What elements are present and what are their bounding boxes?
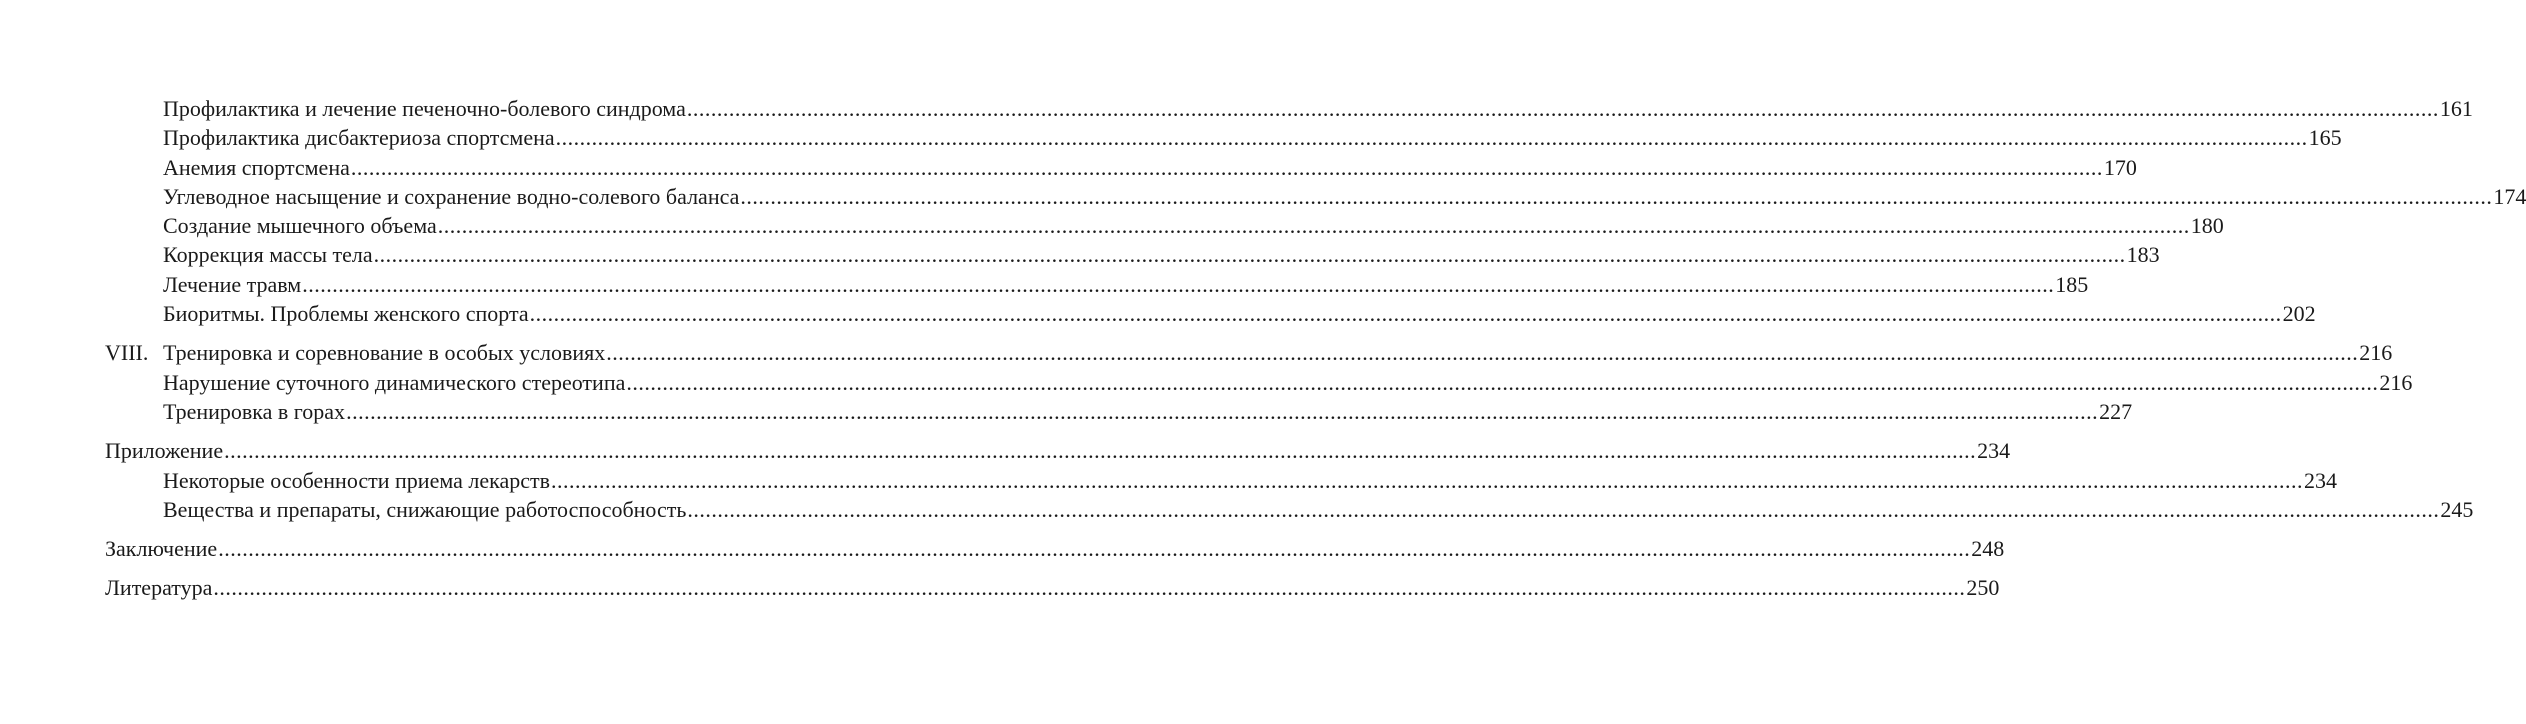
dot-leader	[530, 299, 2282, 328]
section-page: 250	[1966, 575, 2000, 601]
toc-entry-page: 216	[2379, 369, 2413, 395]
toc-entry-page: 245	[2440, 496, 2474, 522]
dot-leader	[606, 338, 2358, 367]
toc-entry-title: Профилактика дисбактериоза спортсмена	[163, 125, 555, 151]
toc-entry[interactable]	[105, 211, 2224, 240]
toc-entry[interactable]	[105, 466, 2338, 495]
toc-entry-title: Вещества и препараты, снижающие работоспособность	[163, 496, 687, 522]
section-title: Заключение	[105, 536, 218, 562]
dot-leader	[213, 573, 1965, 602]
toc-section-entry[interactable]	[105, 573, 2000, 602]
toc-entry-title: Углеводное насыщение и сохранение водно-солевого баланса	[163, 183, 740, 209]
toc-group-sport-problems	[105, 94, 2526, 328]
dot-leader	[224, 436, 1976, 465]
toc-entry-page: 161	[2439, 96, 2473, 121]
toc-entry[interactable]	[105, 495, 2474, 524]
toc-entry-page: 234	[2304, 467, 2338, 493]
section-title: Литература	[105, 575, 213, 601]
toc-entry-title: Профилактика и лечение печеночно-болевого синдрома	[163, 96, 686, 121]
chapter-page: 216	[2359, 340, 2393, 366]
toc-entry-page: 174	[2493, 183, 2526, 209]
dot-leader	[740, 182, 2492, 211]
toc-group-chapter-8	[105, 338, 2413, 426]
toc-group-conclusion	[105, 534, 2005, 563]
section-title: Приложение	[105, 438, 224, 464]
dot-leader	[346, 397, 2098, 426]
section-page: 248	[1971, 536, 2005, 562]
toc-section-entry[interactable]	[105, 436, 2011, 465]
toc-group-appendix	[105, 436, 2474, 524]
toc-entry-page: 165	[2308, 125, 2342, 151]
toc-entry-page: 170	[2103, 154, 2137, 180]
toc-entry[interactable]	[105, 153, 2137, 182]
toc-entry-page: 180	[2190, 213, 2224, 239]
toc-entry-title: Создание мышечного объема	[163, 213, 437, 239]
dot-leader	[351, 153, 2103, 182]
toc-entry-title: Биоритмы. Проблемы женского спорта	[163, 301, 529, 327]
toc-entry[interactable]	[105, 182, 2526, 211]
toc-entry[interactable]	[105, 123, 2342, 152]
dot-leader	[218, 534, 1970, 563]
section-page: 234	[1977, 438, 2011, 464]
toc-entry-title: Лечение травм	[163, 271, 302, 297]
toc-entry[interactable]	[105, 94, 2473, 123]
toc-entry-title: Коррекция массы тела	[163, 242, 373, 268]
chapter-title: Тренировка и соревнование в особых условиях	[163, 340, 606, 366]
dot-leader	[687, 94, 2439, 123]
toc-group-literature	[105, 573, 2000, 602]
toc-entry[interactable]	[105, 368, 2413, 397]
toc-entry-title: Анемия спортсмена	[163, 154, 350, 180]
dot-leader	[551, 466, 2303, 495]
toc-entry[interactable]	[105, 240, 2160, 269]
toc-entry-page: 202	[2282, 301, 2316, 327]
toc-entry-page: 183	[2126, 242, 2160, 268]
toc-entry-page: 227	[2099, 398, 2133, 424]
dot-leader	[626, 368, 2378, 397]
toc-entry[interactable]	[105, 299, 2316, 328]
toc-chapter-entry[interactable]	[105, 338, 2393, 367]
toc-section-entry[interactable]	[105, 534, 2005, 563]
toc-entry[interactable]	[105, 270, 2089, 299]
dot-leader	[438, 211, 2190, 240]
toc-entry[interactable]	[105, 397, 2133, 426]
table-of-contents	[105, 94, 2526, 613]
toc-entry-page: 185	[2055, 271, 2089, 297]
dot-leader	[556, 123, 2308, 152]
dot-leader	[687, 495, 2439, 524]
toc-entry-title: Нарушение суточного динамического стереотипа	[163, 369, 626, 395]
dot-leader	[302, 270, 2054, 299]
chapter-number: VIII.	[105, 340, 149, 366]
toc-entry-title: Некоторые особенности приема лекарств	[163, 467, 551, 493]
dot-leader	[374, 240, 2126, 269]
toc-entry-title: Тренировка в горах	[163, 398, 346, 424]
